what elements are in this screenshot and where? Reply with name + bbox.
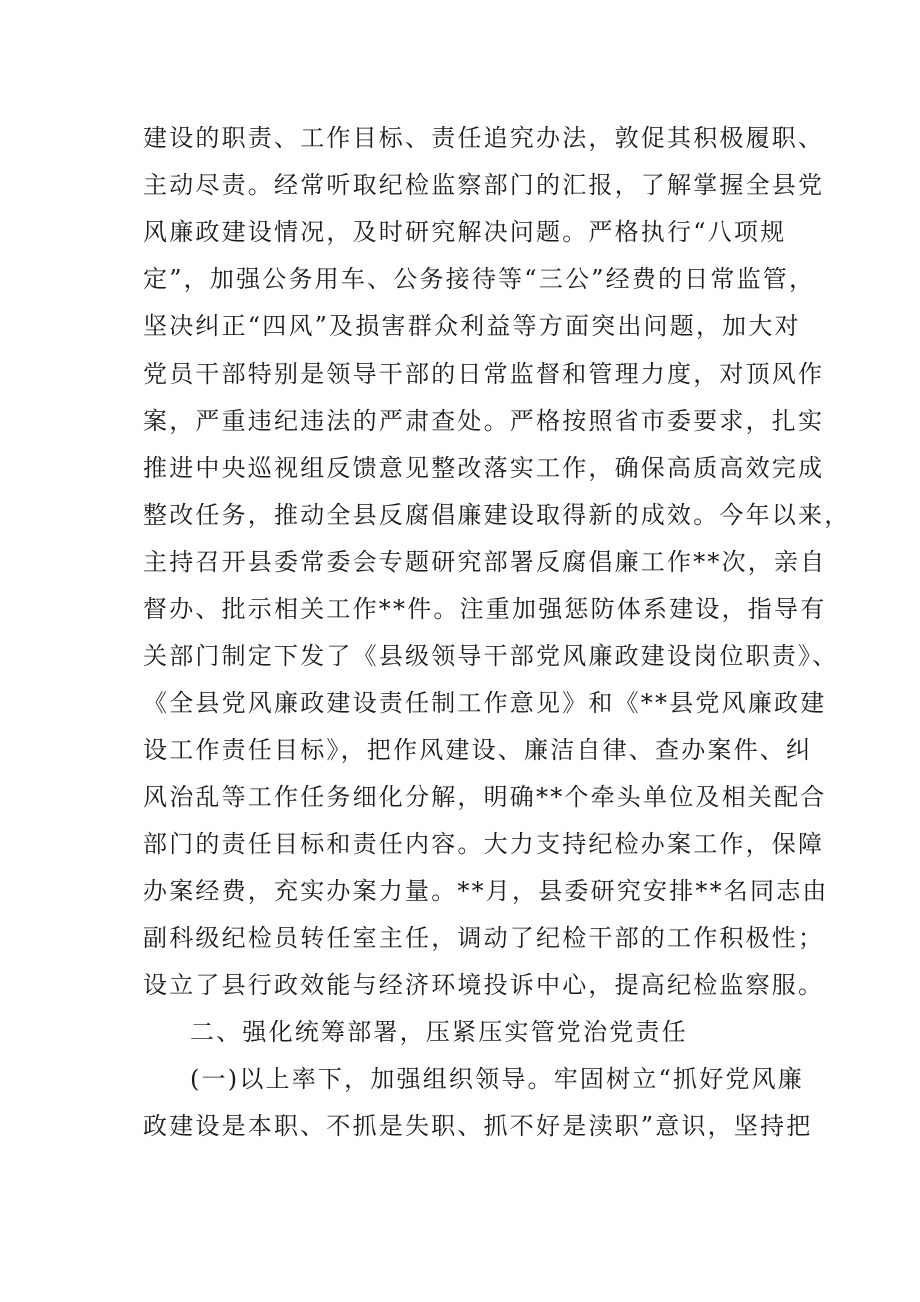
section-heading: 二、强化统筹部署，压紧压实管党治党责任 [190,1018,688,1046]
body-text-line: 办案经费，充实办案力量。**月，县委研究安排**名同志由 [143,877,829,905]
body-text-line: 党员干部特别是领导干部的日常监督和管理力度，对顶风作 [143,360,825,388]
body-text-line: 副科级纪检员转任室主任，调动了纪检干部的工作积极性； [143,924,825,952]
body-text-line: 《全县党风廉政建设责任制工作意见》和《**县党风廉政建 [143,689,827,717]
body-text-line: 推进中央巡视组反馈意见整改落实工作，确保高质高效完成 [143,454,825,482]
body-text-line: 定”，加强公务用车、公务接待等“三公”经费的日常监管， [143,265,816,293]
body-text-line: 关部门制定下发了《县级领导干部党风廉政建设岗位职责》、 [143,642,839,670]
body-text-line: 设立了县行政效能与经济环境投诉中心，提高纪检监察服。 [143,971,825,999]
body-text-line: 部门的责任目标和责任内容。大力支持纪检办案工作，保障 [143,830,825,858]
body-text-line: 坚决纠正“四风”及损害群众利益等方面突出问题，加大对 [143,312,801,340]
body-text-line: 风廉政建设情况，及时研究解决问题。严格执行“八项规 [143,218,787,246]
body-text-line: 主持召开县委常委会专题研究部署反腐倡廉工作**次，亲自 [143,548,827,576]
subsection-first-line: (一)以上率下，加强组织领导。牢固树立“抓好党风廉 [190,1065,804,1093]
body-text-line: 设工作责任目标》，把作风建设、廉洁自律、查办案件、纠 [143,736,813,764]
body-text-line: 政建设是本职、不抓是失职、抓不好是渎职”意识，坚持把 [143,1112,813,1140]
body-text-line: 案，严重违纪违法的严肃查处。严格按照省市委要求，扎实 [143,407,825,435]
body-text-line: 主动尽责。经常听取纪检监察部门的汇报，了解掌握全县党 [143,171,825,199]
body-text-line: 整改任务，推动全县反腐倡廉建设取得新的成效。今年以来， [143,501,851,529]
body-text-line: 风治乱等工作任务细化分解，明确**个牵头单位及相关配合 [143,783,827,811]
body-text-line: 督办、批示相关工作**件。注重加强惩防体系建设，指导有 [143,595,827,623]
body-text-line: 建设的职责、工作目标、责任追究办法，敦促其积极履职、 [143,124,825,152]
